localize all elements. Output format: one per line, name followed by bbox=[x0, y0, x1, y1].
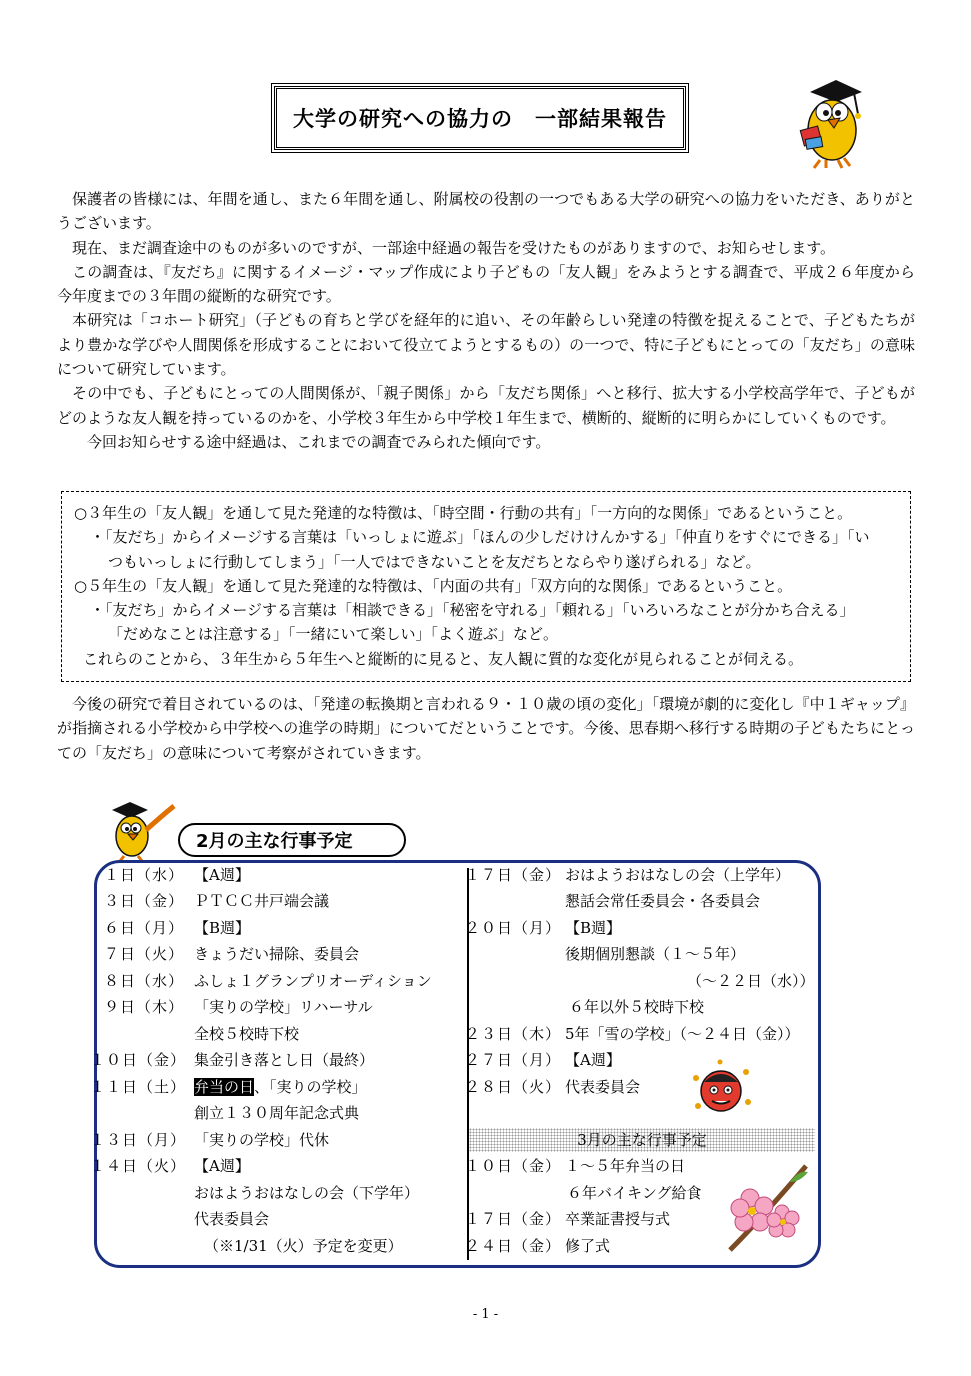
schedule-date: １日（水） bbox=[103, 866, 184, 884]
schedule-event-text: 、「実りの学校」 bbox=[254, 1078, 367, 1096]
schedule-event bbox=[194, 1074, 367, 1100]
schedule-date: ２４日（金） bbox=[465, 1237, 562, 1255]
schedule-event: ６年以外５校時下校 bbox=[569, 998, 705, 1016]
schedule-event: 「実りの学校」リハーサル bbox=[194, 998, 373, 1016]
schedule-event: 【A週】 bbox=[194, 1157, 250, 1175]
schedule-date: ２８日（火） bbox=[465, 1078, 562, 1096]
schedule-event: 「実りの学校」代休 bbox=[194, 1131, 330, 1149]
schedule-event: 代表委員会 bbox=[565, 1078, 641, 1096]
findings-grade5-heading: ○５年生の「友人観」を通して見た発達的な特徴は、「内面の共有」「双方向的な関係」であるということ。 bbox=[74, 576, 793, 595]
schedule-event: 代表委員会 bbox=[194, 1210, 270, 1228]
schedule-date: １３日（月） bbox=[90, 1131, 187, 1149]
february-schedule-title: 2月の主な行事予定 bbox=[178, 823, 406, 857]
schedule-event: 【B週】 bbox=[565, 919, 622, 937]
findings-summary: これらのことから、３年生から５年生へと縦断的に見ると、友人観に質的な変化が見られることが伺える。 bbox=[83, 649, 804, 668]
intro-paragraph: 現在、まだ調査途中のものが多いのですが、一部途中経過の報告を受けたものがありますので、お知らせします。 bbox=[72, 238, 836, 257]
bird-mascot-icon bbox=[108, 800, 178, 862]
intro-paragraph: 今回お知らせする途中経過は、これまでの調査でみられた傾向です。 bbox=[87, 432, 551, 451]
schedule-event: 創立１３０周年記念式典 bbox=[194, 1104, 360, 1122]
schedule-date: ８日（水） bbox=[103, 972, 184, 990]
schedule-date: ６日（月） bbox=[103, 919, 184, 937]
schedule-event: （～２２日（水）） bbox=[687, 972, 815, 990]
schedule-date: １７日（金） bbox=[465, 866, 562, 884]
schedule-event: ６年バイキング給食 bbox=[567, 1184, 702, 1202]
findings-grade5-words-cont: 「だめなことは注意する」「一緒にいて楽しい」「よく遊ぶ」など。 bbox=[108, 625, 559, 644]
schedule-date: ３日（金） bbox=[103, 892, 184, 910]
schedule-event: 懇話会常任委員会・各委員会 bbox=[565, 892, 761, 910]
schedule-event: 後期個別懇談（１～５年） bbox=[565, 945, 746, 963]
findings-grade3-words: ・「友だち」からイメージする言葉は「いっしょに遊ぶ」「ほんの少しだけけんかする」「仲直りをすぐにできる」「い bbox=[90, 528, 870, 547]
schedule-date: ２０日（月） bbox=[465, 919, 562, 937]
schedule-event: 修了式 bbox=[565, 1237, 611, 1255]
page-title: 大学の研究への協力の 一部結果報告 bbox=[274, 86, 686, 150]
schedule-event: おはようおはなしの会（上学年） bbox=[565, 866, 791, 884]
schedule-date: ７日（火） bbox=[103, 945, 184, 963]
schedule-event: 集金引き落とし日（最終） bbox=[194, 1051, 375, 1069]
intro-paragraph: その中でも、子どもにとっての人間関係が、「親子関係」から「友だち関係」へと移行、拡大する小学校高学年で、子どもがどのような友人観を持っているのかを、小学校３年生から中学校１年生まで、横断的、縦断的に明らかにしていくものです。 bbox=[57, 384, 915, 427]
schedule-event: 全校５校時下校 bbox=[194, 1025, 300, 1043]
schedule-date: １０日（金） bbox=[465, 1157, 562, 1175]
schedule-event: 【A週】 bbox=[565, 1051, 621, 1069]
owl-mascot-icon bbox=[792, 78, 868, 170]
schedule-event: きょうだい掃除、委員会 bbox=[194, 945, 360, 963]
intro-paragraph: 保護者の皆様には、年間を通し、また６年間を通し、附属校の役割の一つでもある大学の研究への協力をいただき、ありがとうございます。 bbox=[57, 190, 915, 233]
findings-grade3-heading: ○３年生の「友人観」を通して見た発達的な特徴は、「時空間・行動の共有」「一方向的な関係」であるということ。 bbox=[74, 504, 853, 522]
schedule-date: １７日（金） bbox=[465, 1210, 562, 1228]
intro-text bbox=[57, 187, 915, 454]
schedule-event: おはようおはなしの会（下学年） bbox=[194, 1184, 420, 1202]
findings-box bbox=[61, 491, 911, 682]
future-paragraph: 今後の研究で着目されているのは、「発達の転換期と言われる９・１０歳の頃の変化」「環境が劇的に変化し『中１ギャップ』が指摘される小学校から中学校への進学の時期」についてだということです。今後、思春期へ移行する時期の子どもたちにとっての「友だち」の意味について考察がされていきます。 bbox=[57, 695, 915, 762]
intro-paragraph: この調査は、『友だち』に関するイメージ・マップ作成により子どもの「友人観」をみようとする調査で、平成２６年度から今年度までの３年間の縦断的な研究です。 bbox=[57, 262, 915, 306]
schedule-date: ９日（木） bbox=[103, 998, 184, 1016]
schedule-date: １４日（火） bbox=[90, 1157, 187, 1175]
schedule-event: １～５年弁当の日 bbox=[565, 1157, 686, 1175]
oni-mask-icon bbox=[690, 1058, 752, 1120]
page-number: - 1 - bbox=[472, 1307, 499, 1322]
schedule-date: ２３日（木） bbox=[465, 1025, 562, 1043]
schedule-date: １０日（金） bbox=[90, 1051, 187, 1069]
schedule-event: 【A週】 bbox=[194, 866, 250, 884]
schedule-event: ふしょ１グランプリオーディション bbox=[194, 972, 432, 990]
findings-grade3-words-cont: つもいっしょに行動してしまう」「一人ではできないことを友だちとならやり遂げられる」など。 bbox=[108, 552, 761, 571]
schedule-event: 【B週】 bbox=[194, 919, 251, 937]
schedule-event: （※1/31（火）予定を変更） bbox=[204, 1237, 403, 1255]
march-schedule-title: 3月の主な行事予定 bbox=[469, 1128, 815, 1152]
schedule-date: １１日（土） bbox=[90, 1078, 187, 1096]
schedule-event: 卒業証書授与式 bbox=[565, 1210, 671, 1228]
schedule-date: ２７日（月） bbox=[465, 1051, 562, 1069]
findings-grade5-words: ・「友だち」からイメージする言葉は「相談できる」「秘密を守れる」「頼れる」「いろいろなことが分かち合える」 bbox=[90, 601, 855, 620]
intro-paragraph: 本研究は「コホート研究」（子どもの育ちと学びを経年的に追い、その年齢らしい発達の特徴を捉えることで、子どもたちがより豊かな学びや人間関係を形成することにおいて役立てようとするもの）の一つで、特に子どもにとっての「友だち」の意味について研究しています。 bbox=[57, 311, 915, 379]
bento-day-highlight: 弁当の日 bbox=[194, 1078, 255, 1096]
future-research-text bbox=[57, 692, 915, 765]
peach-blossom-icon bbox=[720, 1160, 812, 1254]
schedule-event: 5年「雪の学校」（～２４日（金）） bbox=[565, 1025, 800, 1043]
schedule-event: ＰＴＣＣ井戸端会議 bbox=[194, 892, 330, 910]
